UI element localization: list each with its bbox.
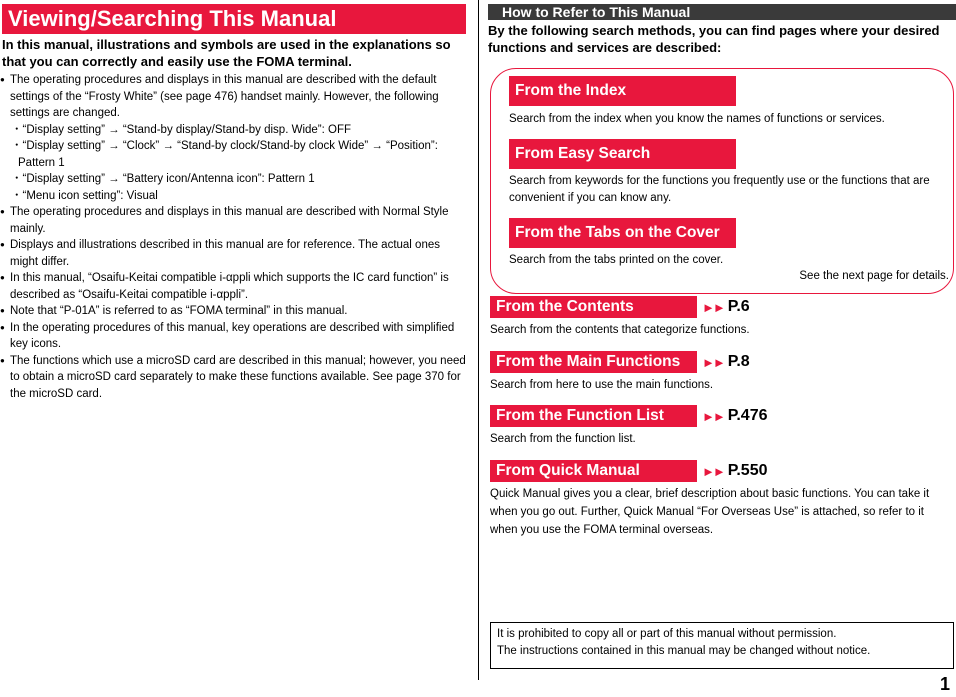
setting-item: ・“Display setting” → “Clock” → “Stand-by clock/Stand-by clock Wide” → “Position”: Pattern 1 — [11, 140, 438, 169]
page-reference: P.550 — [727, 462, 768, 479]
method-desc: Quick Manual gives you a clear, brief description about basic functions. You can take it when you go out. Further, Quick Manual “For Overseas Use” is attached, so refer to it when you use the FOMA terminal overseas. — [490, 488, 930, 536]
method-contents — [490, 296, 750, 339]
method-main-functions — [490, 351, 750, 394]
method-label: From the Main Functions — [490, 351, 697, 373]
column-divider — [478, 0, 479, 680]
left-column — [2, 4, 466, 402]
method-label: From the Function List — [490, 405, 697, 427]
setting-item: ・“Display setting” → “Battery icon/Antenna icon”: Pattern 1 — [11, 173, 315, 185]
see-next-page: See the next page for details. — [799, 270, 949, 282]
cover-tabs-desc: Search from the tabs printed on the cover. — [509, 254, 724, 266]
right-column — [488, 4, 956, 657]
notes-list — [2, 72, 466, 402]
page-reference: P.476 — [727, 407, 768, 424]
easy-search-label: From Easy Search — [509, 139, 736, 169]
list-item: ● In the operating procedures of this manual, key operations are described with simplified key icons. — [2, 320, 466, 353]
list-item: ● In this manual, “Osaifu-Keitai compatible i-αppli which supports the IC card function” is described as “Osaifu-Keitai compatible i-αppli”. — [2, 270, 466, 303]
arrow-icon: ►► — [702, 463, 724, 479]
list-item: ● Note that “P-01A” is referred to as “FOMA terminal” in this manual. — [2, 303, 466, 320]
cover-tabs-label: From the Tabs on the Cover — [509, 218, 736, 248]
arrow-icon: ►► — [702, 299, 724, 315]
notice-line: It is prohibited to copy all or part of this manual without permission. — [497, 628, 837, 640]
list-item: ● Displays and illustrations described in this manual are for reference. The actual ones might differ. — [2, 237, 466, 270]
method-quick-manual — [490, 460, 954, 539]
method-desc: Search from the function list. — [490, 433, 636, 445]
method-desc: Search from here to use the main functions. — [490, 379, 714, 391]
copyright-notice — [490, 622, 954, 669]
search-methods-box — [490, 68, 954, 294]
section-title: How to Refer to This Manual — [488, 4, 956, 20]
intro-text: In this manual, illustrations and symbols are used in the explanations so that you can correctly and easily use the FOMA terminal. — [2, 37, 451, 69]
method-desc: Search from the contents that categorize functions. — [490, 324, 750, 336]
page-reference: P.8 — [727, 353, 750, 370]
arrow-icon: ►► — [702, 408, 724, 424]
section-intro: By the following search methods, you can find pages where your desired functions and services are described: — [488, 23, 940, 55]
method-label: From Quick Manual — [490, 460, 697, 482]
page-reference: P.6 — [727, 298, 750, 315]
list-item: ● The operating procedures and displays in this manual are described with Normal Style mainly. — [2, 204, 466, 237]
arrow-icon: ►► — [702, 354, 724, 370]
list-item: ● The operating procedures and displays in this manual are described with the default settings of the “Frosty White” (see page 476) handset mainly. However, the following settings are changed. ・“Display setting” → “Stand-by display/Stand-by disp. Wide”: OFF ・“Display setting” → “Clock” → “Stand-by clock/Stand-by clock Wide” → “Position”: Pattern 1 ・“Display setting” → “Battery icon/Antenna icon”: Pattern 1 ・“Menu icon setting”: Visual — [2, 72, 466, 204]
method-label: From the Contents — [490, 296, 697, 318]
setting-item: ・“Display setting” → “Stand-by display/Stand-by disp. Wide”: OFF — [11, 123, 352, 136]
method-function-list — [490, 405, 767, 448]
page-number: 1 — [939, 674, 950, 694]
setting-item: ・“Menu icon setting”: Visual — [11, 189, 158, 202]
easy-search-desc: Search from keywords for the functions you frequently use or the functions that are convenient if you can know any. — [509, 175, 930, 204]
notice-line: The instructions contained in this manual may be changed without notice. — [497, 645, 871, 657]
page-title: Viewing/Searching This Manual — [2, 4, 466, 34]
index-label: From the Index — [509, 76, 736, 106]
index-desc: Search from the index when you know the names of functions or services. — [509, 113, 885, 125]
list-item: ● The functions which use a microSD card are described in this manual; however, you need to obtain a microSD card separately to make these functions available. See page 370 for the microSD card. — [2, 353, 466, 403]
